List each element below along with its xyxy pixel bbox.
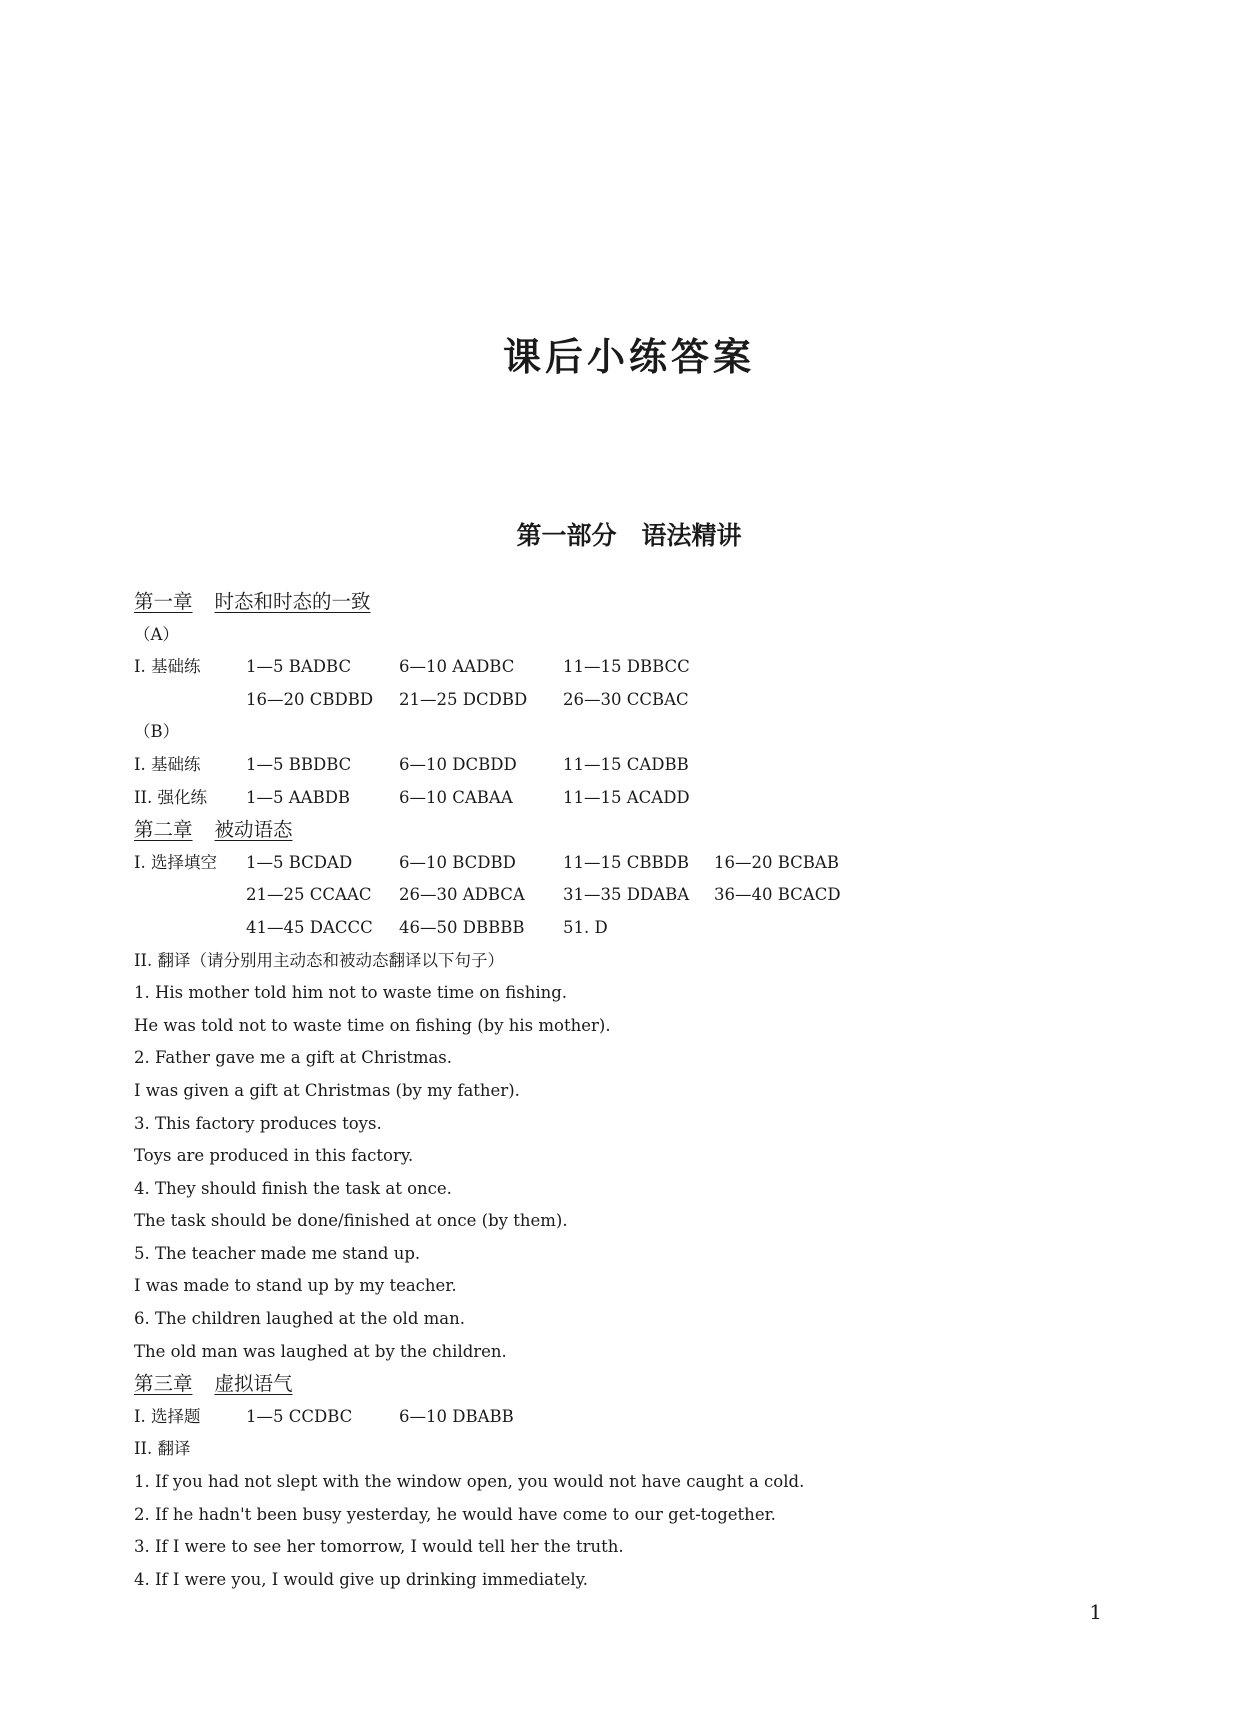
row-label: I. 选择题 [134, 1406, 201, 1426]
answer-row [134, 912, 1134, 945]
answer-row [134, 749, 1134, 782]
answer-cell: 11—15 CADBB [563, 754, 689, 774]
answer-row [134, 782, 1134, 815]
answer-cell: 26—30 CCBAC [563, 689, 689, 709]
chapter-1-heading: 第一章 时态和时态的一致 [134, 590, 371, 613]
answer-cell: 11—15 DBBCC [563, 657, 690, 677]
answer-cell: 11—15 ACADD [563, 787, 690, 807]
chapter-2-heading: 第二章 被动语态 [134, 818, 293, 842]
sentence-line: 1. His mother told him not to waste time on fishing. [134, 983, 568, 1003]
answer-row [134, 684, 1134, 717]
page-title: 课后小练答案 [502, 335, 755, 379]
section-b-label: （B） [134, 722, 180, 742]
answer-cell: 6—10 CABAA [399, 787, 513, 807]
sentence-line: I was given a gift at Christmas (by my father). [134, 1080, 520, 1100]
answer-cell: 26—30 ADBCA [399, 885, 525, 905]
sentence-line: I was made to stand up by my teacher. [134, 1276, 457, 1296]
answer-cell: 16—20 BCBAB [714, 852, 839, 872]
answer-cell: 11—15 CBBDB [563, 852, 689, 872]
sentence-line: Toys are produced in this factory. [134, 1146, 414, 1166]
row-label: II. 强化练 [134, 787, 208, 807]
chapter-3-heading: 第三章 虚拟语气 [134, 1372, 293, 1396]
answer-content [134, 586, 1134, 1596]
answer-row [134, 651, 1134, 684]
answer-cell: 31—35 DDABA [563, 885, 690, 905]
sentence-line: 3. If I were to see her tomorrow, I would tell her the truth. [134, 1537, 624, 1557]
answer-cell: 51. D [563, 917, 608, 937]
sentence-line: 2. Father gave me a gift at Christmas. [134, 1048, 453, 1068]
answer-cell: 36—40 BCACD [714, 885, 841, 905]
answer-cell: 1—5 BCDAD [246, 852, 353, 872]
answer-row [134, 847, 1134, 880]
sentence-line: The task should be done/finished at once (by them). [134, 1211, 568, 1231]
sentence-line: 2. If he hadn't been busy yesterday, he would have come to our get-together. [134, 1504, 776, 1524]
translation-instruction: II. 翻译（请分别用主动态和被动态翻译以下句子） [134, 950, 505, 970]
answer-cell: 1—5 BADBC [246, 657, 352, 677]
sentence-line: 3. This factory produces toys. [134, 1113, 382, 1133]
sentence-line: He was told not to waste time on fishing (by his mother). [134, 1015, 611, 1035]
answer-row [134, 879, 1134, 912]
sentence-line: 4. They should finish the task at once. [134, 1178, 452, 1198]
answer-cell: 6—10 BCDBD [399, 852, 516, 872]
answer-cell: 46—50 DBBBB [399, 917, 525, 937]
answer-cell: 1—5 BBDBC [246, 754, 352, 774]
page-number: 1 [1089, 1600, 1102, 1624]
answer-row [134, 1401, 1134, 1434]
sentence-line: The old man was laughed at by the children. [134, 1341, 507, 1361]
answer-cell: 41—45 DACCC [246, 917, 373, 937]
row-label: I. 选择填空 [134, 852, 218, 872]
answer-cell: 6—10 DCBDD [399, 754, 517, 774]
answer-cell: 16—20 CBDBD [246, 689, 374, 709]
row-label: I. 基础练 [134, 657, 201, 677]
section-a-label: （A） [134, 624, 179, 644]
answer-cell: 1—5 CCDBC [246, 1406, 353, 1426]
sentence-line: 4. If I were you, I would give up drinking immediately. [134, 1569, 589, 1589]
row-label: I. 基础练 [134, 754, 201, 774]
sentence-line: 6. The children laughed at the old man. [134, 1309, 465, 1329]
answer-cell: 21—25 CCAAC [246, 885, 372, 905]
answer-cell: 1—5 AABDB [246, 787, 351, 807]
translation-label: II. 翻译 [134, 1439, 191, 1459]
sentence-line: 1. If you had not slept with the window open, you would not have caught a cold. [134, 1472, 805, 1492]
part-title: 第一部分 语法精讲 [516, 521, 742, 550]
sentence-line: 5. The teacher made me stand up. [134, 1243, 421, 1263]
answer-cell: 6—10 AADBC [399, 657, 515, 677]
answer-cell: 21—25 DCDBD [399, 689, 528, 709]
answer-cell: 6—10 DBABB [399, 1406, 514, 1426]
